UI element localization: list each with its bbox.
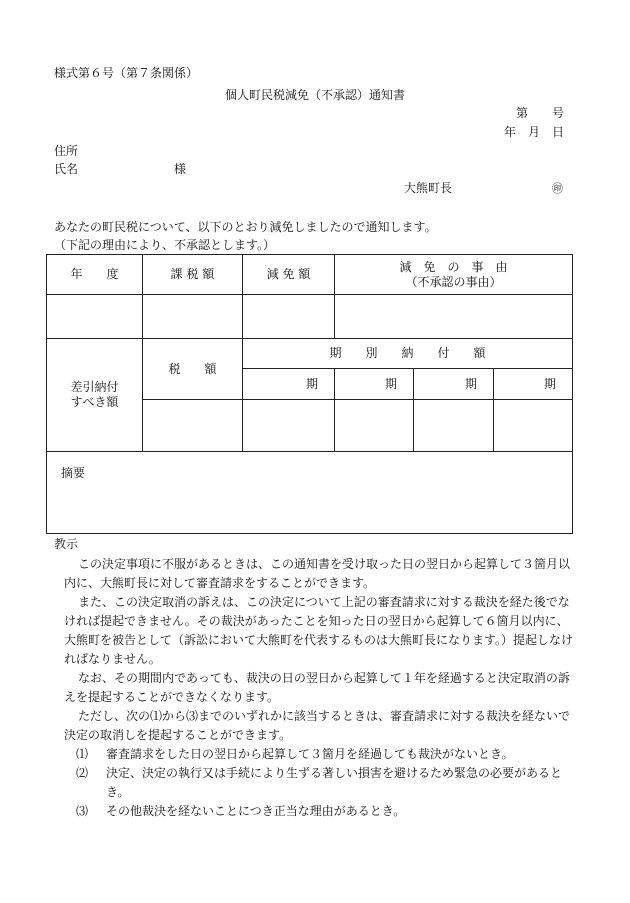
period-1: 期 [243, 369, 335, 400]
cell-tax-value [143, 400, 243, 452]
tax-reduction-table [46, 254, 573, 534]
instruction-paragraph-3: なお、その期間内であっても、裁決の日の翌日から起算して１年を経過すると決定取消の訴えを提起することができなくなります。 [64, 671, 570, 704]
net-payable-line-1: 差引納付 [70, 380, 119, 394]
item-2-text: 決定、決定の執行又は手続により生ずる著しい損害を避けるため緊急の必要があるとき。 [106, 766, 563, 799]
item-1-text: 審査請求をした日の翌日から起算して３箇月を経過しても裁決がないとき。 [106, 747, 514, 761]
header-year: 年 度 [47, 255, 143, 295]
instruction-item-2 [76, 764, 576, 802]
item-3-number: ⑶ [76, 804, 89, 818]
sender-name: 大熊町長 [404, 181, 453, 195]
installments-header: 期 別 納 付 額 [243, 339, 573, 369]
cell-period-3-value [414, 400, 494, 452]
name-label: 氏名 [54, 162, 79, 176]
notice-line-2: （下記の理由により、不承認とします。） [54, 238, 276, 252]
instruction-paragraph-4: ただし、次の⑴から⑶までのいずれかに該当するときは、審査請求に対する裁決を経ないで決定の取消しを提起することができます。 [64, 709, 571, 742]
instruction-paragraph-1: この決定事項に不服があるときは、この通知書を受け取った日の翌日から起算して３箇月以内に、大熊町長に対して審査請求をすることができます。 [64, 557, 571, 590]
cell-period-4-value [494, 400, 573, 452]
net-payable-line-2: すべき額 [70, 395, 119, 409]
instruction-paragraph-2: また、この決定取消の訴えは、この決定について上記の審査請求に対する裁決を経た後でなければ提起できません。その裁決があったことを知った日の翌日から起算して６箇月以内に、大熊町を被告として（訴訟において大熊町を代表するものは大熊町長になります。）提起しなければなりません。 [64, 595, 574, 666]
document-number: 第 号 [515, 106, 564, 120]
cell-year-value [47, 295, 143, 339]
instruction-item-3 [76, 802, 576, 821]
remarks-cell [47, 452, 573, 534]
item-1-number: ⑴ [76, 747, 89, 761]
document-title: 個人町民税減免（不承認）通知書 [224, 88, 405, 102]
notice-line-1: あなたの町民税について、以下のとおり減免しましたので通知します。 [54, 220, 437, 234]
address-label: 住所 [54, 144, 79, 158]
header-reduction-amount: 減 免 額 [243, 255, 335, 295]
remarks-label: 摘要 [61, 466, 86, 480]
form-number: 様式第６号（第７条関係） [54, 66, 199, 80]
reason-title: 減 免 の 事 由 [399, 259, 508, 274]
seal-mark: ㊞ [552, 182, 563, 195]
honorific: 様 [174, 162, 187, 176]
header-reduction-reason [335, 255, 573, 295]
period-4: 期 [494, 369, 573, 400]
period-2: 期 [335, 369, 414, 400]
document-date: 年 月 日 [503, 125, 564, 139]
instruction-heading: 教示 [54, 537, 79, 551]
cell-reduction-value [243, 295, 335, 339]
cell-tax-amount-value [143, 295, 243, 339]
instruction-item-1 [76, 745, 576, 764]
item-3-text: その他裁決を経ないことにつき正当な理由があるとき。 [106, 804, 406, 818]
item-2-number: ⑵ [76, 766, 89, 780]
reason-subtitle: （不承認の事由） [405, 274, 502, 289]
cell-period-1-value [243, 400, 335, 452]
tax-label: 税 額 [143, 339, 243, 400]
period-3: 期 [414, 369, 494, 400]
net-payable-label [47, 339, 143, 452]
cell-period-2-value [335, 400, 414, 452]
cell-reason-value [335, 295, 573, 339]
header-tax-amount: 課 税 額 [143, 255, 243, 295]
